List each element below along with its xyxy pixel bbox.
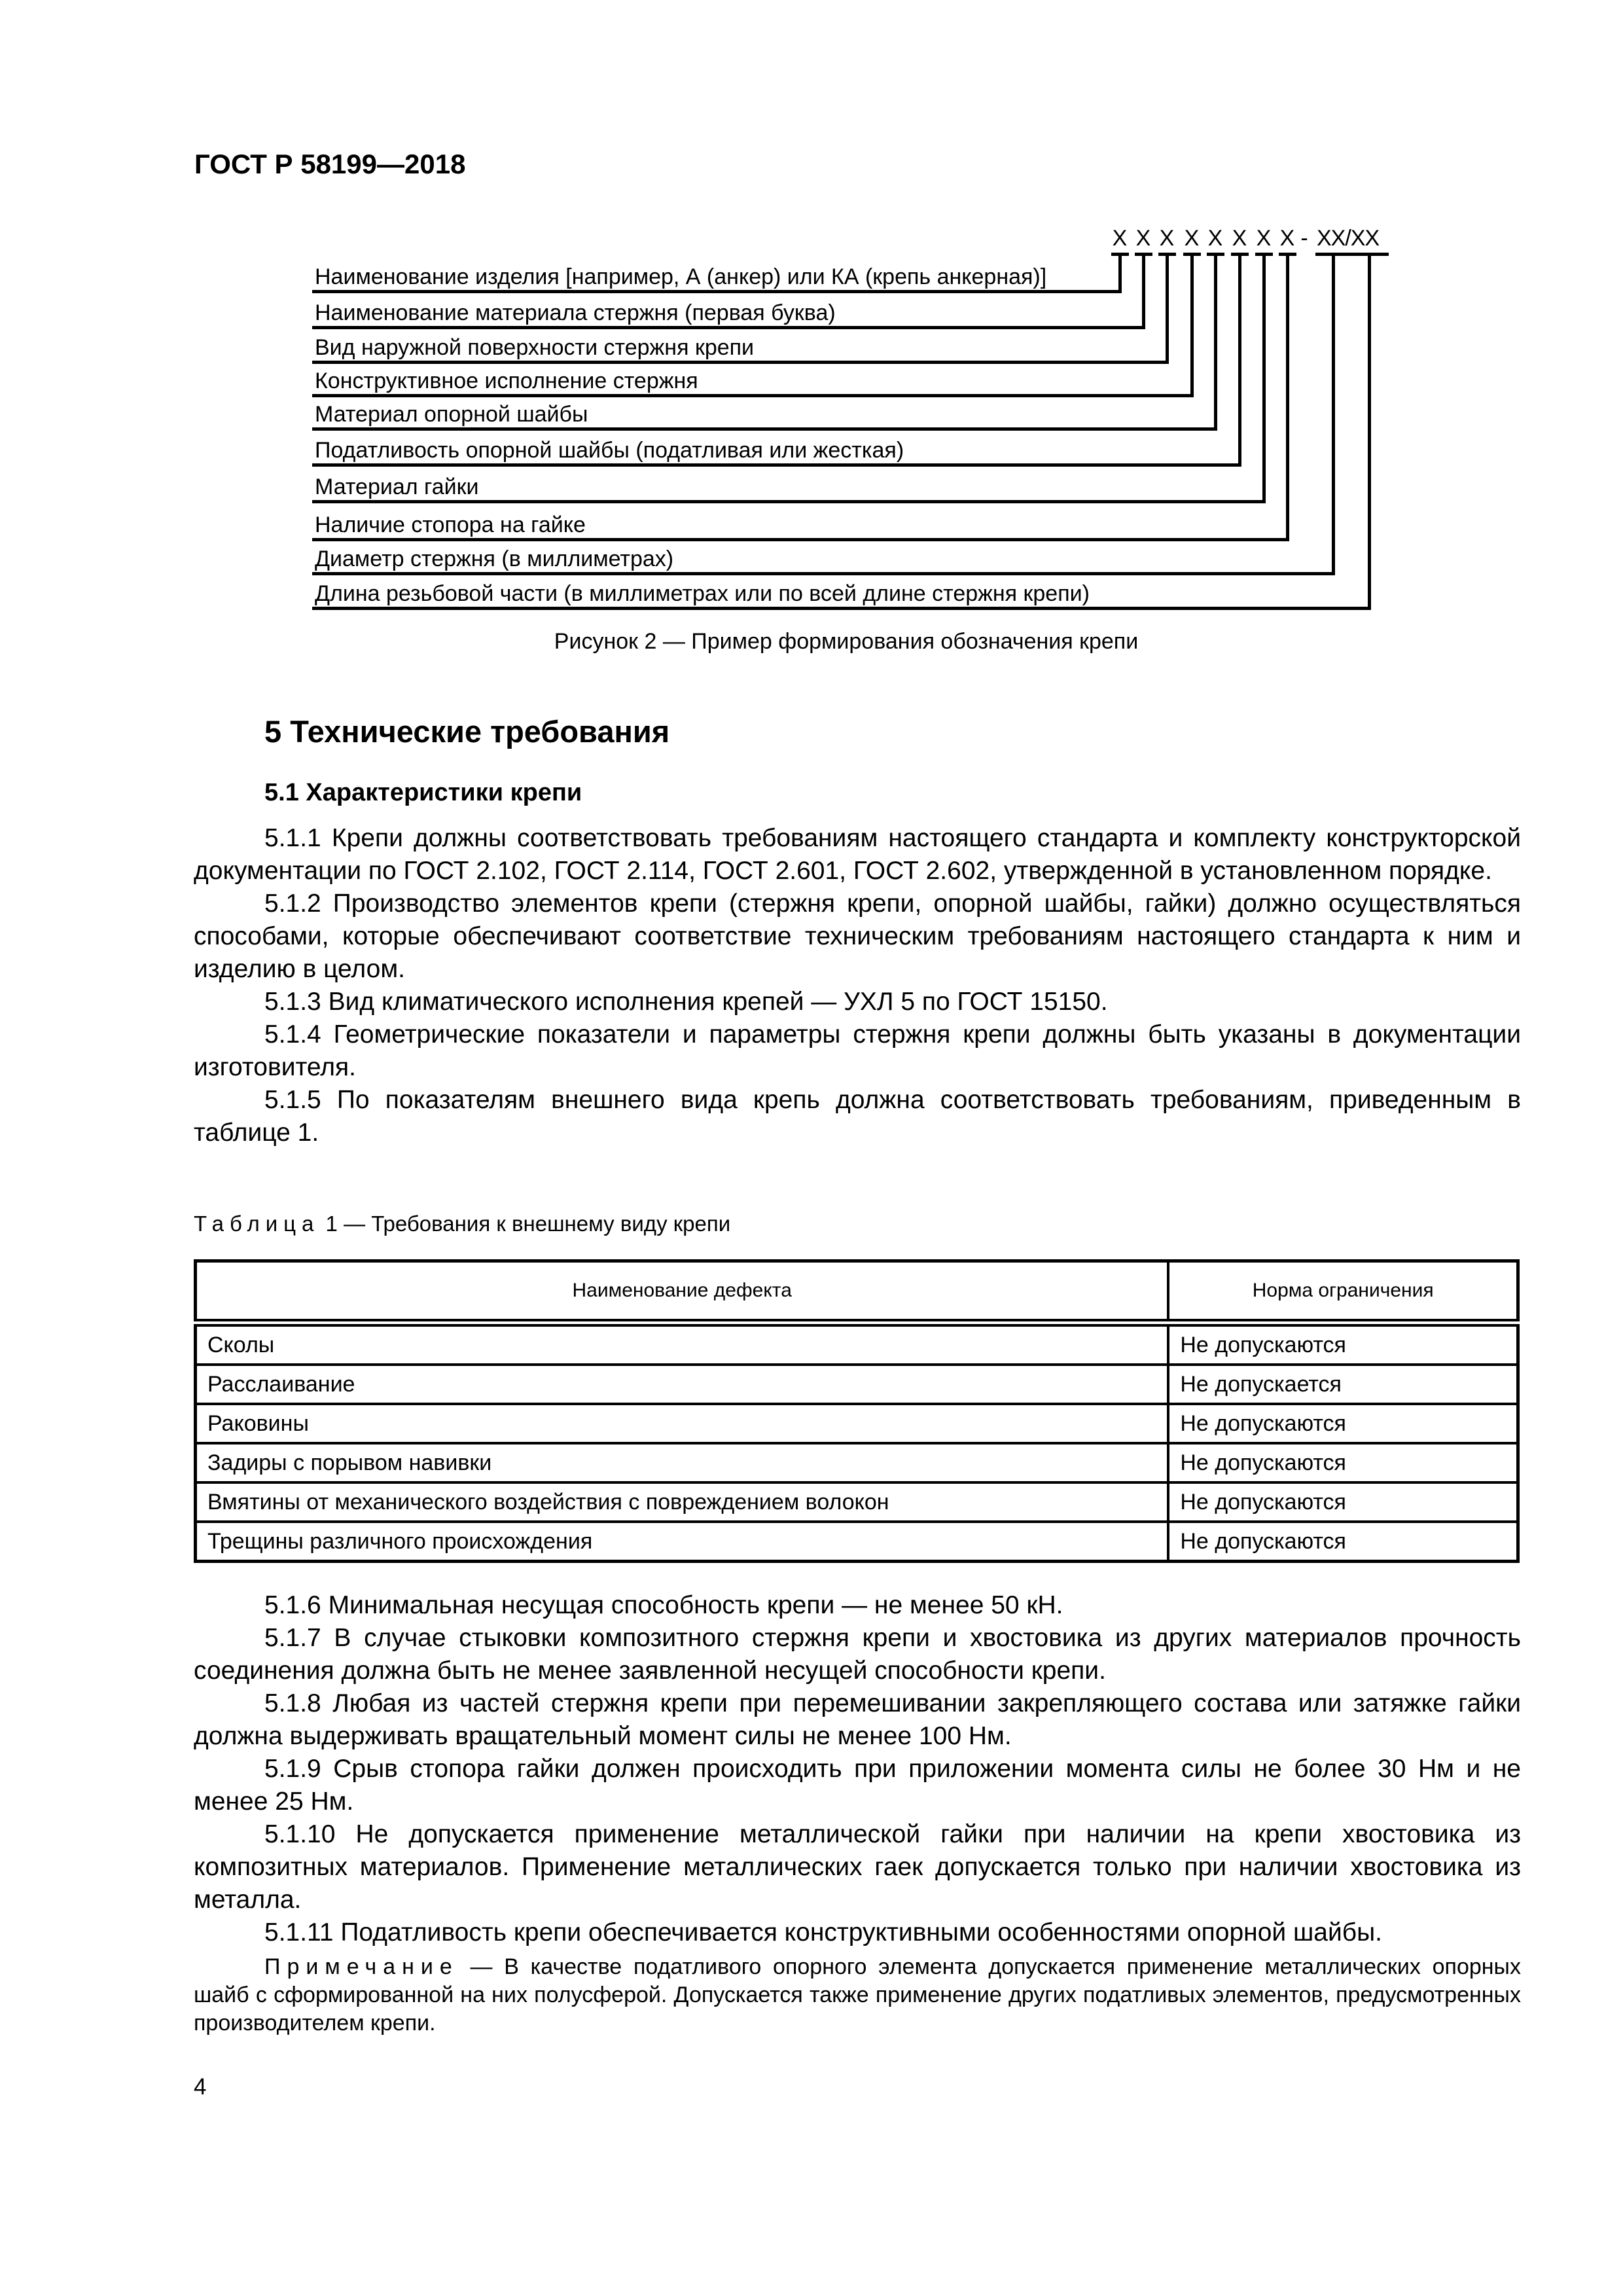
table-row bbox=[196, 1443, 1518, 1482]
diagram-label-nut-material: Материал гайки bbox=[315, 475, 479, 499]
paragraph-5-1-4: 5.1.4 Геометрические показатели и параметры стержня крепи должны быть указаны в документации изготовителя. bbox=[194, 1020, 1521, 1081]
diagram-label-thread-length: Длина резьбовой части (в миллиметрах или по всей длине стержня крепи) bbox=[315, 581, 1090, 606]
defect-name-cell: Сколы bbox=[196, 1323, 1169, 1365]
note-text: — В качестве податливого опорного элемента допускается применение металлических опорных шайб с сформированной на них полусферой. Допускается также применение других податливых элементов, предусмотренных производителем крепи. bbox=[194, 1954, 1521, 2036]
paragraph-5-1-10: 5.1.10 Не допускается применение металлической гайки при наличии на крепи хвостовика из композитных материалов. Применение металлических гаек допускается только при наличии хвостовика из металла. bbox=[194, 1820, 1521, 1914]
row-underline bbox=[312, 427, 1217, 431]
leader-line bbox=[1262, 253, 1266, 503]
code-dash: - bbox=[1300, 226, 1308, 251]
code-position-5: X bbox=[1207, 226, 1223, 251]
defect-name-cell: Раковины bbox=[196, 1404, 1169, 1443]
row-underline bbox=[312, 290, 1122, 293]
diagram-label-washer-material: Материал опорной шайбы bbox=[315, 402, 588, 427]
table-row bbox=[196, 1482, 1518, 1522]
defects-table bbox=[194, 1259, 1520, 1563]
leader-line bbox=[1286, 253, 1289, 541]
paragraph-5-1-1: 5.1.1 Крепи должны соответствовать требованиям настоящего стандарта и комплекту конструкторской документации по ГОСТ 2.102, ГОСТ 2.114, ГОСТ 2.601, ГОСТ 2.602, утвержденной в установленном порядке. bbox=[194, 824, 1521, 885]
diagram-label-rod-surface: Вид наружной поверхности стержня крепи bbox=[315, 335, 755, 360]
code-position-7: X bbox=[1256, 226, 1272, 251]
note-paragraph bbox=[194, 1953, 1521, 2037]
leader-line bbox=[1214, 253, 1217, 431]
code-position-3: X bbox=[1159, 226, 1175, 251]
row-underline bbox=[312, 607, 1371, 610]
code-suffix: XX/XX bbox=[1317, 226, 1380, 251]
diagram-label-washer-compliance: Податливость опорной шайбы (податливая или жесткая) bbox=[315, 438, 904, 463]
note-label: Примечание bbox=[264, 1954, 459, 1979]
paragraph-5-1-5: 5.1.5 По показателям внешнего вида крепь должна соответствовать требованиям, приведенным в таблице 1. bbox=[194, 1086, 1521, 1147]
row-underline bbox=[312, 394, 1194, 397]
table-row bbox=[196, 1323, 1518, 1365]
leader-line bbox=[1142, 253, 1145, 329]
row-underline bbox=[312, 538, 1289, 541]
limit-norm-cell: Не допускаются bbox=[1168, 1404, 1518, 1443]
row-underline bbox=[312, 572, 1335, 575]
designation-diagram bbox=[0, 0, 1623, 655]
defect-name-cell: Трещины различного происхождения bbox=[196, 1522, 1169, 1562]
section-heading: 5 Технические требования bbox=[264, 714, 670, 749]
paragraph-5-1-2: 5.1.2 Производство элементов крепи (стержня крепи, опорной шайбы, гайки) должно осуществляться способами, которые обеспечивают соответствие техническим требованиям настоящего стандарта к ним и изделию в целом. bbox=[194, 889, 1521, 983]
header-limit-norm: Норма ограничения bbox=[1168, 1261, 1518, 1323]
diagram-label-rod-diameter: Диаметр стержня (в миллиметрах) bbox=[315, 547, 674, 571]
leader-line bbox=[1190, 253, 1194, 397]
note-block bbox=[194, 1953, 1521, 2037]
diagram-label-nut-stopper: Наличие стопора на гайке bbox=[315, 512, 586, 537]
code-position-8: X bbox=[1279, 226, 1295, 251]
row-underline bbox=[312, 500, 1266, 503]
table-row bbox=[196, 1404, 1518, 1443]
leader-line bbox=[1368, 253, 1371, 610]
row-underline bbox=[312, 326, 1145, 329]
leader-line bbox=[1118, 253, 1122, 293]
leader-line bbox=[1166, 253, 1169, 364]
requirements-paragraphs-2 bbox=[194, 1589, 1521, 1949]
table-row bbox=[196, 1522, 1518, 1562]
subsection-heading: 5.1 Характеристики крепи bbox=[264, 779, 582, 806]
defect-name-cell: Задиры с порывом навивки bbox=[196, 1443, 1169, 1482]
figure-caption: Рисунок 2 — Пример формирования обозначения крепи bbox=[554, 629, 1139, 654]
limit-norm-cell: Не допускаются bbox=[1168, 1522, 1518, 1562]
limit-norm-cell: Не допускается bbox=[1168, 1365, 1518, 1404]
limit-norm-cell: Не допускаются bbox=[1168, 1323, 1518, 1365]
document-header-id: ГОСТ Р 58199—2018 bbox=[194, 149, 466, 179]
leader-line bbox=[1238, 253, 1241, 467]
header-defect-name: Наименование дефекта bbox=[196, 1261, 1169, 1323]
row-underline bbox=[312, 361, 1169, 364]
row-underline bbox=[312, 463, 1241, 467]
leader-line bbox=[1332, 253, 1335, 575]
code-position-2: X bbox=[1135, 226, 1151, 251]
table-header-row bbox=[196, 1261, 1518, 1323]
diagram-label-product-name: Наименование изделия [например, А (анкер) или КА (крепь анкерная)] bbox=[315, 264, 1047, 289]
table-caption-label: Таблица bbox=[194, 1211, 320, 1236]
limit-norm-cell: Не допускаются bbox=[1168, 1482, 1518, 1522]
table-caption-title: 1 — Требования к внешнему виду крепи bbox=[319, 1211, 731, 1236]
paragraph-5-1-6: 5.1.6 Минимальная несущая способность крепи — не менее 50 кН. bbox=[264, 1591, 1063, 1619]
code-position-6: X bbox=[1232, 226, 1247, 251]
requirements-paragraphs-1 bbox=[194, 822, 1521, 1149]
paragraph-5-1-3: 5.1.3 Вид климатического исполнения крепей — УХЛ 5 по ГОСТ 15150. bbox=[264, 988, 1108, 1016]
defect-name-cell: Вмятины от механического воздействия с повреждением волокон bbox=[196, 1482, 1169, 1522]
code-position-4: X bbox=[1184, 226, 1200, 251]
defect-name-cell: Расслаивание bbox=[196, 1365, 1169, 1404]
table-row bbox=[196, 1365, 1518, 1404]
paragraph-5-1-11: 5.1.11 Податливость крепи обеспечивается конструктивными особенностями опорной шайбы. bbox=[264, 1918, 1382, 1946]
paragraph-5-1-8: 5.1.8 Любая из частей стержня крепи при перемешивании закрепляющего состава или затяжке гайки должна выдерживать вращательный момент силы не менее 100 Нм. bbox=[194, 1689, 1521, 1750]
paragraph-5-1-9: 5.1.9 Срыв стопора гайки должен происходить при приложении момента силы не более 30 Нм и не менее 25 Нм. bbox=[194, 1755, 1521, 1816]
code-position-1: X bbox=[1112, 226, 1128, 251]
paragraph-5-1-7: 5.1.7 В случае стыковки композитного стержня крепи и хвостовика из других материалов прочность соединения должна быть не менее заявленной несущей способности крепи. bbox=[194, 1624, 1521, 1685]
tick-bar bbox=[1315, 253, 1389, 256]
table-caption bbox=[194, 1211, 730, 1237]
diagram-label-rod-material: Наименование материала стержня (первая буква) bbox=[315, 300, 836, 325]
diagram-label-rod-design: Конструктивное исполнение стержня bbox=[315, 368, 698, 393]
page-number: 4 bbox=[194, 2074, 207, 2100]
limit-norm-cell: Не допускаются bbox=[1168, 1443, 1518, 1482]
